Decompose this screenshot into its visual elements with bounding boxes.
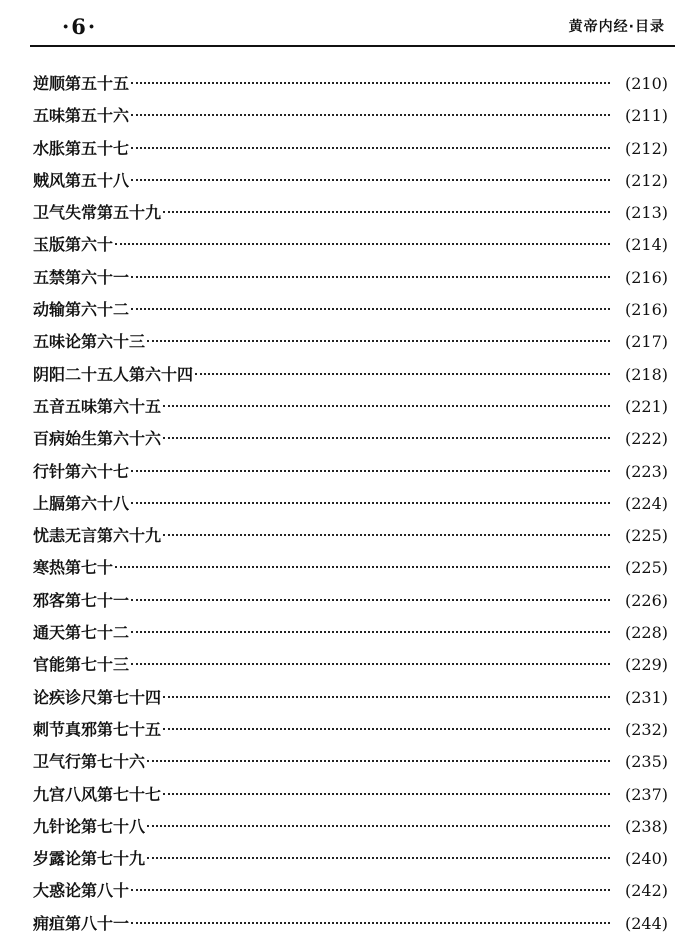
- toc-entry-title: 逆顺第五十五: [33, 74, 130, 93]
- toc-entry-title: 寒热第七十: [33, 558, 114, 578]
- toc-entry-title: 岁露论第七十九: [33, 849, 146, 869]
- toc-entry-page: (213): [624, 203, 668, 223]
- dot-leader: [131, 147, 610, 149]
- toc-entry-title: 贼风第五十八: [33, 170, 130, 190]
- toc-entry: [33, 682, 668, 714]
- table-of-contents: [33, 68, 668, 940]
- toc-entry-title: 刺节真邪第七十五: [33, 719, 162, 739]
- dot-leader: [131, 82, 610, 84]
- toc-entry: [33, 326, 668, 358]
- toc-entry-page: (223): [624, 461, 668, 481]
- toc-entry: [33, 811, 668, 843]
- toc-entry-title: 邪客第七十一: [33, 590, 130, 610]
- toc-entry-title: 忧恚无言第六十九: [33, 526, 162, 546]
- toc-entry-title: 卫气行第七十六: [33, 752, 146, 772]
- toc-entry-page: (238): [624, 816, 668, 836]
- toc-entry-title: 五味第五十六: [33, 106, 130, 126]
- toc-entry: [33, 488, 668, 520]
- dot-leader: [163, 728, 610, 730]
- toc-entry-title: 动输第六十二: [33, 300, 130, 320]
- toc-entry: [33, 875, 668, 907]
- dot-leader: [131, 114, 610, 116]
- dot-leader: [131, 631, 610, 633]
- toc-entry: [33, 746, 668, 778]
- toc-entry-page: (225): [624, 526, 668, 546]
- dot-leader: [131, 276, 610, 278]
- dot-leader: [131, 889, 610, 891]
- dot-leader: [195, 373, 610, 375]
- toc-entry: [33, 617, 668, 649]
- dot-leader: [147, 857, 610, 859]
- toc-entry: [33, 68, 668, 100]
- dot-leader: [163, 405, 610, 407]
- toc-entry-page: (231): [624, 687, 668, 707]
- toc-entry-title: 通天第七十二: [33, 623, 130, 643]
- dot-leader: [163, 793, 610, 795]
- toc-entry-page: (216): [624, 267, 668, 287]
- toc-entry: [33, 133, 668, 165]
- toc-entry-page: (212): [624, 138, 668, 158]
- toc-entry: [33, 908, 668, 940]
- dot-leader: [131, 599, 610, 601]
- dot-leader: [163, 696, 610, 698]
- toc-entry: [33, 294, 668, 326]
- header-rule: [30, 45, 675, 47]
- toc-entry: [33, 262, 668, 294]
- toc-entry: [33, 423, 668, 455]
- page-number: ·6·: [62, 14, 98, 39]
- toc-entry-title: 九宫八风第七十七: [33, 784, 162, 804]
- toc-entry-page: (232): [624, 719, 668, 739]
- dot-leader: [147, 825, 610, 827]
- toc-entry-page: (229): [624, 655, 668, 675]
- dot-leader: [131, 470, 610, 472]
- toc-entry-title: 玉版第六十: [33, 235, 114, 255]
- toc-entry: [33, 714, 668, 746]
- toc-entry-page: (244): [624, 913, 668, 933]
- running-title: 黄帝内经·目录: [568, 19, 665, 35]
- toc-entry-title: 五禁第六十一: [33, 267, 130, 287]
- dot-leader: [131, 922, 610, 924]
- dot-leader: [131, 663, 610, 665]
- dot-leader: [163, 534, 610, 536]
- toc-entry-title: 上膈第六十八: [33, 493, 130, 513]
- toc-entry: [33, 391, 668, 423]
- toc-entry: [33, 229, 668, 261]
- toc-entry: [33, 100, 668, 132]
- toc-entry-page: (228): [624, 623, 668, 643]
- toc-entry: [33, 779, 668, 811]
- toc-entry: [33, 197, 668, 229]
- toc-entry-page: (218): [624, 364, 668, 384]
- toc-entry-page: (211): [624, 106, 668, 126]
- toc-entry-page: (216): [624, 300, 668, 320]
- page-header: [30, 10, 675, 44]
- dot-leader: [115, 566, 610, 568]
- toc-entry-page: (210): [624, 74, 668, 93]
- dot-leader: [131, 308, 610, 310]
- toc-entry-title: 论疾诊尺第七十四: [33, 687, 162, 707]
- toc-entry-page: (224): [624, 493, 668, 513]
- toc-entry-page: (217): [624, 332, 668, 352]
- toc-entry-title: 卫气失常第五十九: [33, 203, 162, 223]
- toc-entry-page: (235): [624, 752, 668, 772]
- dot-leader: [115, 243, 610, 245]
- toc-entry: [33, 585, 668, 617]
- dot-leader: [131, 502, 610, 504]
- toc-entry-page: (222): [624, 429, 668, 449]
- toc-entry: [33, 552, 668, 584]
- toc-entry-page: (212): [624, 170, 668, 190]
- toc-entry-title: 阴阳二十五人第六十四: [33, 364, 194, 384]
- toc-entry-page: (237): [624, 784, 668, 804]
- toc-entry: [33, 649, 668, 681]
- toc-entry-title: 大惑论第八十: [33, 881, 130, 901]
- toc-entry: [33, 456, 668, 488]
- toc-entry-title: 九针论第七十八: [33, 816, 146, 836]
- dot-leader: [163, 437, 610, 439]
- toc-entry-page: (226): [624, 590, 668, 610]
- toc-entry: [33, 165, 668, 197]
- toc-entry-page: (225): [624, 558, 668, 578]
- toc-entry-title: 五音五味第六十五: [33, 396, 162, 416]
- dot-leader: [147, 340, 610, 342]
- dot-leader: [163, 211, 610, 213]
- toc-entry-title: 痈疽第八十一: [33, 913, 130, 933]
- dot-leader: [147, 760, 610, 762]
- toc-entry: [33, 520, 668, 552]
- toc-entry-page: (240): [624, 849, 668, 869]
- toc-entry-title: 水胀第五十七: [33, 138, 130, 158]
- toc-entry-title: 百病始生第六十六: [33, 429, 162, 449]
- toc-entry-page: (242): [624, 881, 668, 901]
- toc-entry: [33, 359, 668, 391]
- toc-entry-title: 官能第七十三: [33, 655, 130, 675]
- toc-entry-page: (214): [624, 235, 668, 255]
- toc-entry-page: (221): [624, 396, 668, 416]
- toc-entry-title: 行针第六十七: [33, 461, 130, 481]
- toc-entry: [33, 843, 668, 875]
- toc-entry-title: 五味论第六十三: [33, 332, 146, 352]
- dot-leader: [131, 179, 610, 181]
